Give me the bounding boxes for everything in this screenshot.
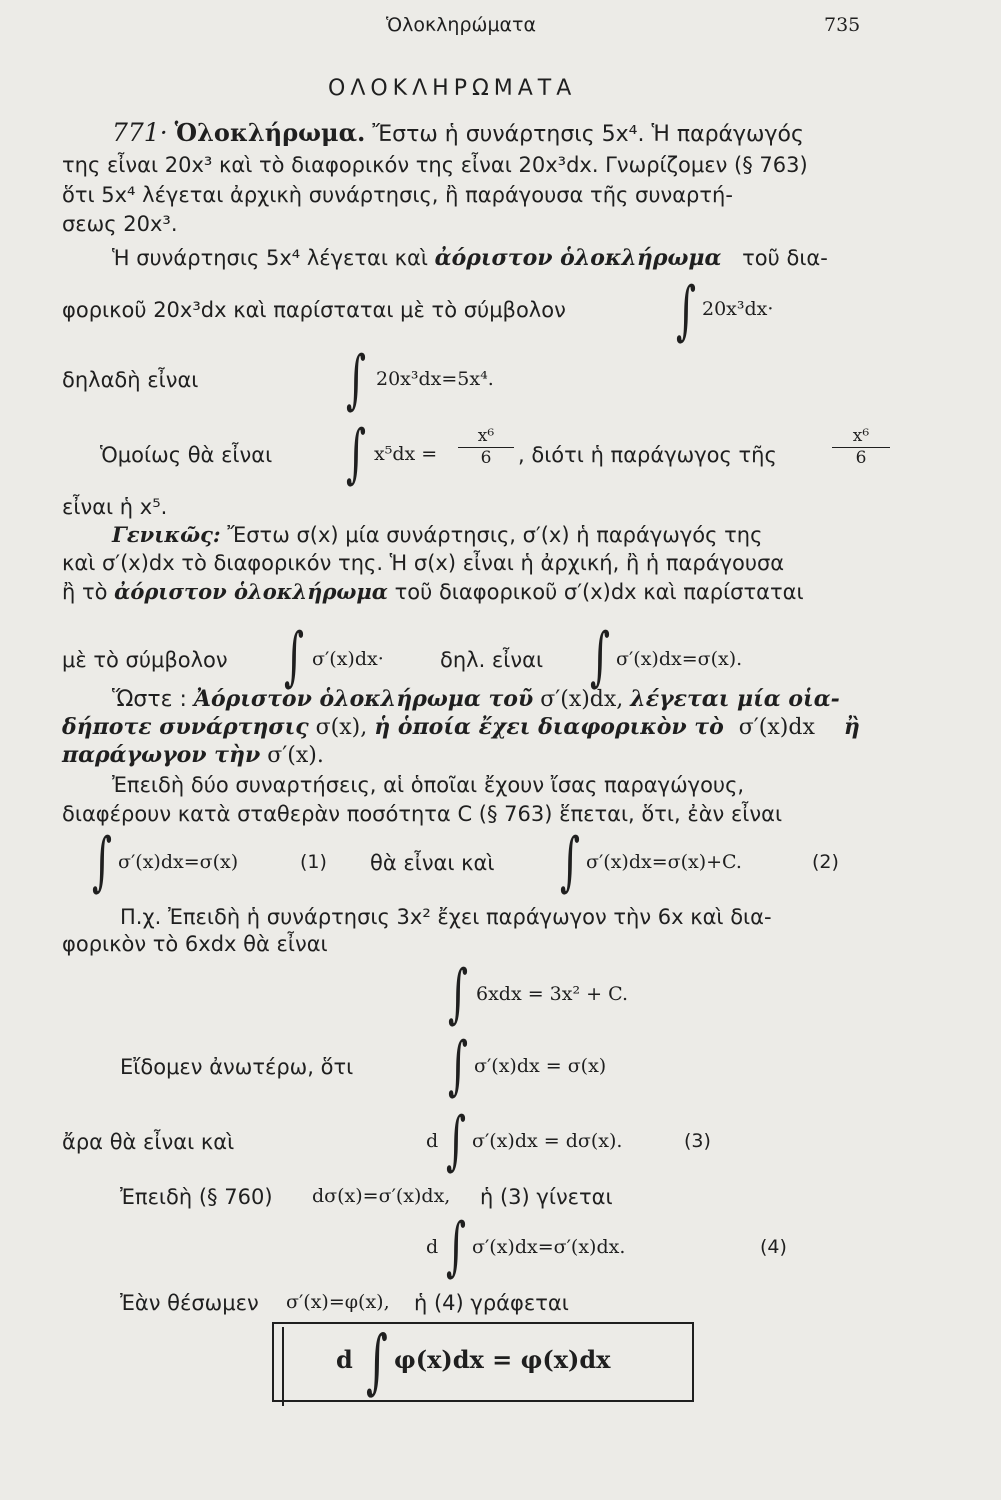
integral-sign-icon: ∫ — [446, 1104, 467, 1178]
thus-d: δήποτε συνάρτησις — [62, 714, 309, 740]
const-eq-1-number: (1) — [300, 851, 327, 873]
general-line-3 — [62, 581, 804, 603]
const-eq-2: σ′(x)dx=σ(x)+C. — [586, 851, 742, 873]
thus-line-3 — [62, 744, 324, 767]
indef-line-2: φορικοῦ 20x³dx καὶ παρίσταται μὲ τὸ σύμβολον — [62, 298, 566, 322]
thus-f: ἡ ὁποία ἔχει διαφορικὸν τὸ — [374, 714, 724, 740]
thus-j: σ′(x). — [267, 743, 324, 768]
indef-line-5: εἶναι ἡ x⁵. — [62, 495, 168, 519]
hence-number: (3) — [684, 1130, 711, 1152]
const-line-1: Ἐπειδὴ δύο συναρτήσεις, αἱ ὁποῖαι ἔχουν ἴσας παραγώγους, — [112, 773, 745, 797]
indef-expr-3: x⁵dx = — [374, 443, 438, 465]
since760-d: d — [426, 1236, 439, 1258]
general-lead: Γενικῶς: — [112, 522, 221, 547]
thus-g: σ′(x)dx — [738, 715, 815, 740]
final-label: Ἐὰν θέσωμεν — [120, 1291, 259, 1315]
para-771-text: Ἔστω ἡ συνάρτησις 5x⁴. Ἡ παράγωγός — [372, 122, 804, 147]
general-expr-2: σ′(x)dx=σ(x). — [616, 648, 743, 670]
thus-lead: Ὥστε : — [112, 687, 187, 712]
para-number: 771· — [112, 118, 168, 147]
para-771-line-4: σεως 20x³. — [62, 212, 178, 236]
thus-b: σ′(x)dx, — [540, 687, 624, 712]
page-number: 735 — [824, 14, 861, 36]
running-title: Ὁλοκληρώματα — [386, 14, 537, 36]
indef-term: ἀόριστον ὁλοκλήρωμα — [434, 245, 722, 271]
para-771-line-3: ὅτι 5x⁴ λέγεται ἀρχικὴ συνάρτησις, ἢ παράγουσα τῆς συναρτή- — [62, 183, 733, 207]
thus-line-1 — [112, 688, 840, 711]
thus-i: παράγωγον τὴν — [62, 742, 261, 768]
since760-rest: ἡ (3) γίνεται — [480, 1185, 613, 1209]
indef-text-mid: , διότι ἡ παράγωγος τῆς — [518, 443, 777, 467]
general-line-4: μὲ τὸ σύμβολον — [62, 648, 228, 672]
thus-e: σ(x), — [315, 715, 368, 740]
example-eq: 6xdx = 3x² + C. — [476, 983, 628, 1005]
seen-eq: σ′(x)dx = σ(x) — [474, 1055, 607, 1077]
fraction-x6-over-6: x⁶ 6 — [458, 428, 514, 467]
indef-line-1 — [112, 247, 828, 269]
example-line-2: φορικὸν τὸ 6xdx θὰ εἶναι — [62, 932, 328, 956]
boxed-formula — [272, 1322, 694, 1402]
const-eq-2-number: (2) — [812, 851, 839, 873]
boxed-d: d — [336, 1345, 353, 1374]
final-expr: σ′(x)=φ(x), — [286, 1291, 390, 1313]
since760-label: Ἐπειδὴ (§ 760) — [120, 1185, 273, 1209]
para-771-line-2: της εἶναι 20x³ καὶ τὸ διαφορικόν της εἶναι 20x³dx. Γνωρίζομεν (§ 763) — [62, 153, 808, 177]
integral-sign-icon: ∫ — [284, 620, 305, 694]
integral-sign-icon: ∫ — [448, 1029, 469, 1103]
general-expr-1: σ′(x)dx· — [312, 648, 384, 670]
boxed-eq: φ(x)dx = φ(x)dx — [394, 1345, 611, 1374]
hence-eq: σ′(x)dx = dσ(x). — [472, 1130, 623, 1152]
general-text-a: ἢ τὸ — [62, 580, 108, 604]
general-line-1 — [112, 524, 762, 546]
thus-c: λέγεται μία οἱα- — [630, 686, 840, 712]
para-heading: Ὁλοκλήρωμα. — [174, 118, 366, 147]
integral-sign-icon: ∫ — [446, 1210, 467, 1284]
general-text-mid: δηλ. εἶναι — [440, 648, 544, 672]
para-771-line-1 — [112, 120, 804, 146]
indef-expr-2: 20x³dx=5x⁴. — [376, 368, 494, 390]
example-line-1: Π.χ. Ἐπειδὴ ἡ συνάρτησις 3x² ἔχει παράγωγον τὴν 6x καὶ δια- — [120, 905, 772, 929]
seen-label: Εἴδομεν ἀνωτέρω, ὅτι — [120, 1055, 354, 1079]
general-text: Ἔστω σ(x) μία συνάρτησις, σ′(x) ἡ παράγωγός της — [227, 523, 763, 547]
indef-text-a: Ἡ συνάρτησις 5x⁴ λέγεται καὶ — [112, 246, 428, 270]
integral-sign-icon: ∫ — [448, 957, 469, 1031]
general-line-2: καὶ σ′(x)dx τὸ διαφορικόν της. Ἡ σ(x) εἶναι ἡ ἀρχική, ἢ ἡ παράγουσα — [62, 551, 785, 575]
integral-sign-icon: ∫ — [560, 825, 581, 899]
indef-line-3: δηλαδὴ εἶναι — [62, 368, 199, 392]
thus-line-2 — [62, 716, 860, 739]
final-rest: ἡ (4) γράφεται — [414, 1291, 569, 1315]
fraction-x6-over-6-second: x⁶ 6 — [832, 428, 890, 467]
integral-sign-icon: ∫ — [346, 343, 367, 417]
section-title: ΟΛΟΚΛΗΡΩΜΑΤΑ — [328, 76, 577, 101]
since760-eq: σ′(x)dx=σ′(x)dx. — [472, 1236, 626, 1258]
since760-number: (4) — [760, 1236, 787, 1258]
integral-sign-icon: ∫ — [92, 825, 113, 899]
integral-sign-icon: ∫ — [590, 620, 611, 694]
integral-sign-icon: ∫ — [676, 274, 697, 348]
hence-label: ἄρα θὰ εἶναι καὶ — [62, 1130, 235, 1154]
integral-sign-icon: ∫ — [346, 417, 367, 491]
const-mid: θὰ εἶναι καὶ — [370, 851, 495, 875]
indef-line-4: Ὁμοίως θὰ εἶναι — [100, 443, 273, 467]
general-term: ἀόριστον ὁλοκλήρωμα — [114, 579, 388, 604]
indef-expr-1: 20x³dx· — [702, 298, 774, 320]
integral-sign-icon: ∫ — [366, 1320, 388, 1402]
indef-text-b: τοῦ δια- — [742, 246, 828, 270]
hence-d: d — [426, 1130, 439, 1152]
thus-h: ἢ — [843, 714, 860, 740]
const-line-2: διαφέρουν κατὰ σταθερὰν ποσότητα C (§ 763) ἕπεται, ὅτι, ἐὰν εἶναι — [62, 802, 783, 826]
general-text-b: τοῦ διαφορικοῦ σ′(x)dx καὶ παρίσταται — [394, 580, 804, 604]
since760-expr: dσ(x)=σ′(x)dx, — [312, 1185, 451, 1207]
const-eq-1: σ′(x)dx=σ(x) — [118, 851, 239, 873]
thus-a: Ἀόριστον ὁλοκλήρωμα τοῦ — [193, 686, 534, 712]
